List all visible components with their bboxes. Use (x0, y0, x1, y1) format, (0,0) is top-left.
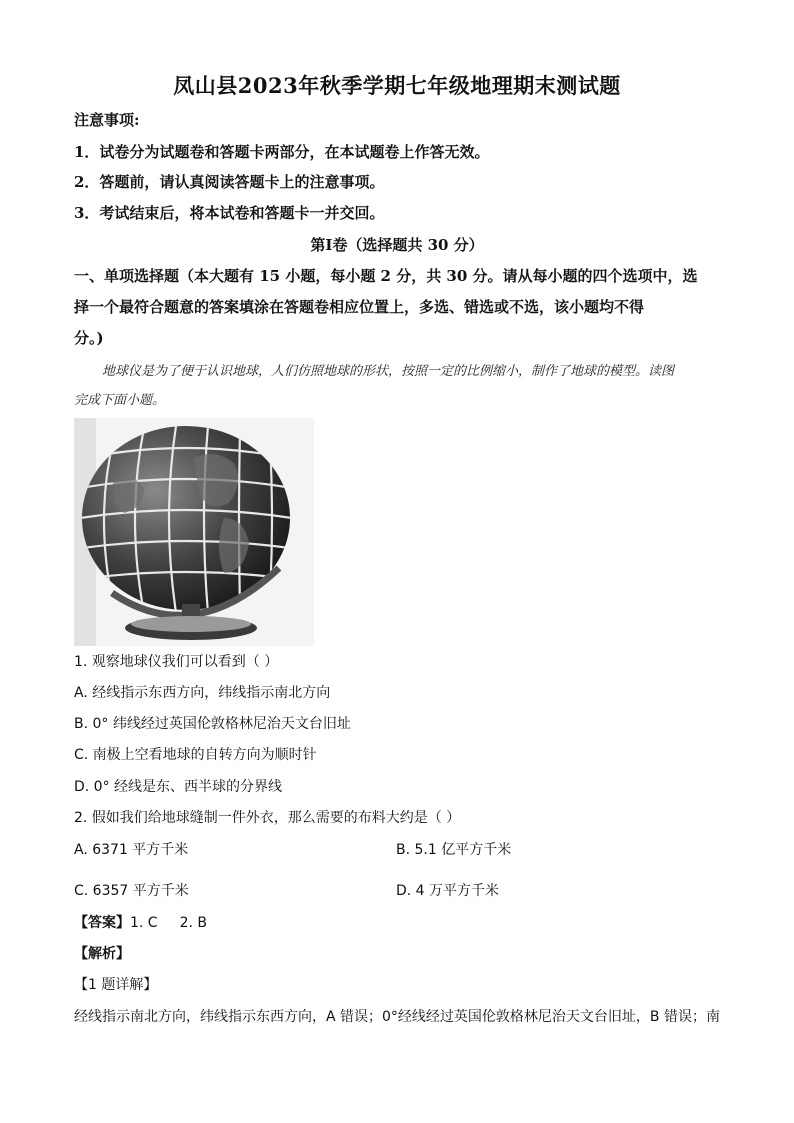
question-2-option-c: C. 6357 平方千米 (74, 883, 189, 899)
question-2-option-d: D. 4 万平方千米 (396, 883, 500, 899)
question-1-option-c: C. 南极上空看地球的自转方向为顺时针 (74, 747, 317, 763)
section-instruction-1: 一、单项选择题（本大题有 15 小题，每小题 2 分，共 30 分。请从每小题的四个选项中，选 (74, 267, 698, 285)
answer-label: 【答案】 (74, 915, 130, 931)
notice-item-2: 2．答题前，请认真阅读答题卡上的注意事项。 (74, 173, 385, 191)
question-2-option-a: A. 6371 平方千米 (74, 842, 189, 858)
section-instruction-2: 择一个最符合题意的答案填涂在答题卷相应位置上，多选、错选或不选，该小题均不得 (74, 298, 645, 316)
question-1-option-d: D. 0° 经线是东、西半球的分界线 (74, 779, 283, 795)
page-title: 凤山县2023年秋季学期七年级地理期末测试题 (173, 73, 621, 98)
answer-row (74, 912, 207, 932)
globe-image (74, 418, 314, 646)
notice-item-3: 3．考试结束后，将本试卷和答题卡一并交回。 (74, 204, 385, 222)
question-2-option-b: B. 5.1 亿平方千米 (396, 842, 512, 858)
notice-item-1: 1．试卷分为试题卷和答题卡两部分，在本试题卷上作答无效。 (74, 143, 490, 161)
answer-1: 1. C (130, 915, 158, 931)
intro-line-1: 地球仪是为了便于认识地球，人们仿照地球的形状，按照一定的比例缩小，制作了地球的模型。读图 (102, 364, 675, 379)
detail-label: 【1 题详解】 (74, 977, 158, 993)
detail-text: 经线指示南北方向，纬线指示东西方向，A 错误；0°经线经过英国伦敦格林尼治天文台旧址，B 错误；南 (74, 1009, 720, 1025)
question-1-option-b: B. 0° 纬线经过英国伦敦格林尼治天文台旧址 (74, 716, 351, 732)
question-2-stem: 2. 假如我们给地球缝制一件外衣，那么需要的布料大约是（ ） (74, 810, 461, 826)
question-1-stem: 1. 观察地球仪我们可以看到（ ） (74, 654, 279, 670)
notice-heading: 注意事项: (74, 111, 140, 129)
intro-line-2: 完成下面小题。 (74, 393, 166, 408)
section-title: 第Ⅰ卷（选择题共 30 分） (310, 236, 484, 254)
answer-2: 2. B (179, 915, 208, 931)
analysis-label: 【解析】 (74, 946, 130, 962)
question-1-option-a: A. 经线指示东西方向，纬线指示南北方向 (74, 685, 331, 701)
section-instruction-3: 分。) (74, 329, 104, 347)
